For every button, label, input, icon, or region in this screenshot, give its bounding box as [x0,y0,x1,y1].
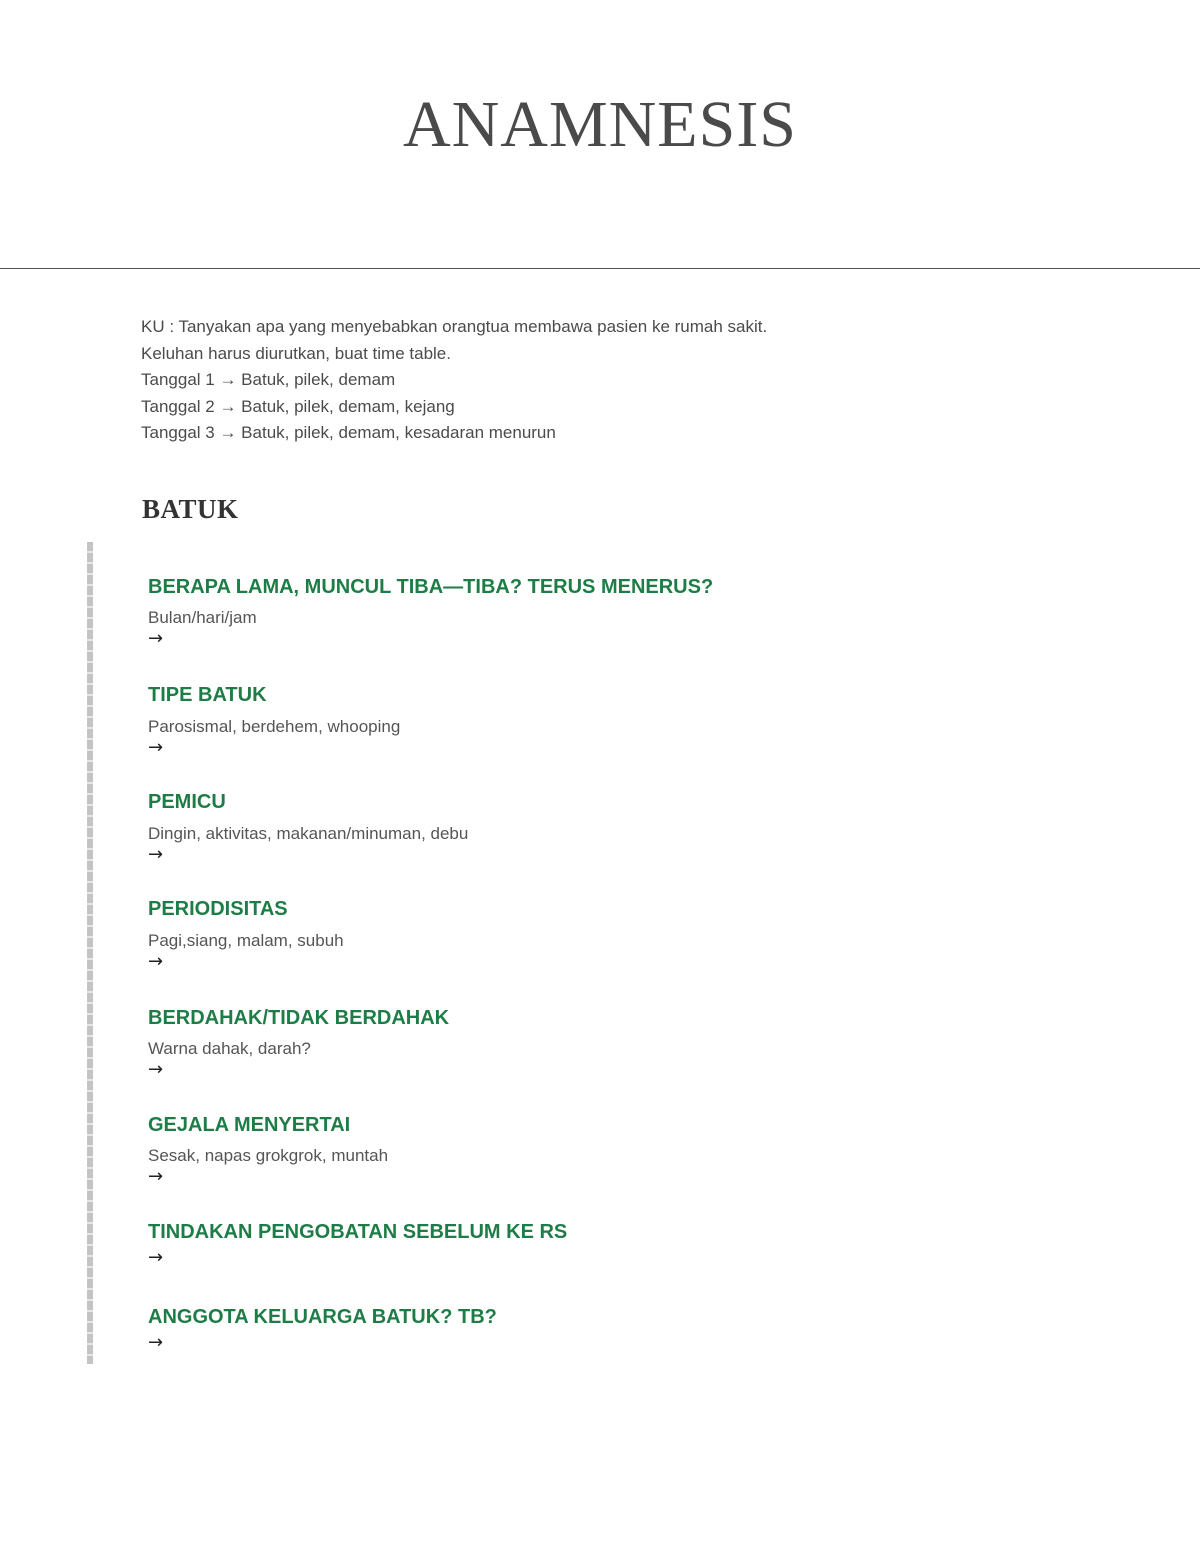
item-description: Sesak, napas grokgrok, muntah [148,1146,389,1165]
intro-block [141,314,1041,447]
arrow-icon: → [148,844,164,865]
item-title: TIPE BATUK [148,684,267,706]
timeline-bar [87,542,93,1364]
arrow-icon: → [148,1059,164,1080]
arrow-icon: → [148,1166,164,1187]
arrow-icon: → [148,628,164,649]
item-title: ANGGOTA KELUARGA BATUK? TB? [148,1306,497,1328]
item-title: BERDAHAK/TIDAK BERDAHAK [148,1007,450,1029]
arrow-icon: → [148,737,164,758]
item-description: Parosismal, berdehem, whooping [148,717,401,736]
item-description: Pagi,siang, malam, subuh [148,931,344,950]
intro-line-tanggal-3: Tanggal 3 → Batuk, pilek, demam, kesadaran menurun [141,423,556,442]
item-periodisitas [148,897,1048,972]
item-title: BERAPA LAMA, MUNCUL TIBA—TIBA? TERUS MENERUS? [148,576,714,598]
intro-line-ku: KU : Tanyakan apa yang menyebabkan orangtua membawa pasien ke rumah sakit. [141,317,768,336]
item-anggota-keluarga [148,1305,1048,1353]
item-berapa-lama [148,575,1048,649]
item-title: TINDAKAN PENGOBATAN SEBELUM KE RS [148,1221,568,1243]
item-title: GEJALA MENYERTAI [148,1114,351,1136]
section-heading-batuk: BATUK [142,494,239,524]
item-description: Warna dahak, darah? [148,1039,311,1058]
arrow-icon: → [148,1247,164,1268]
item-tindakan-pengobatan [148,1220,1048,1268]
intro-line-keluhan: Keluhan harus diurutkan, buat time table. [141,343,451,363]
arrow-icon: → [148,951,164,972]
item-title: PERIODISITAS [148,898,288,920]
item-gejala-menyertai [148,1113,1048,1187]
intro-line-tanggal-2: Tanggal 2 → Batuk, pilek, demam, kejang [141,396,455,416]
item-tipe-batuk [148,683,1048,758]
arrow-icon: → [148,1332,164,1353]
item-description: Dingin, aktivitas, makanan/minuman, debu [148,824,469,843]
item-description: Bulan/hari/jam [148,608,257,627]
item-title: PEMICU [148,791,226,813]
item-berdahak [148,1006,1048,1080]
item-pemicu [148,790,1048,865]
page-title: ANAMNESIS [402,88,798,161]
title-divider [0,268,1200,269]
intro-line-tanggal-1: Tanggal 1 → Batuk, pilek, demam [141,370,396,389]
